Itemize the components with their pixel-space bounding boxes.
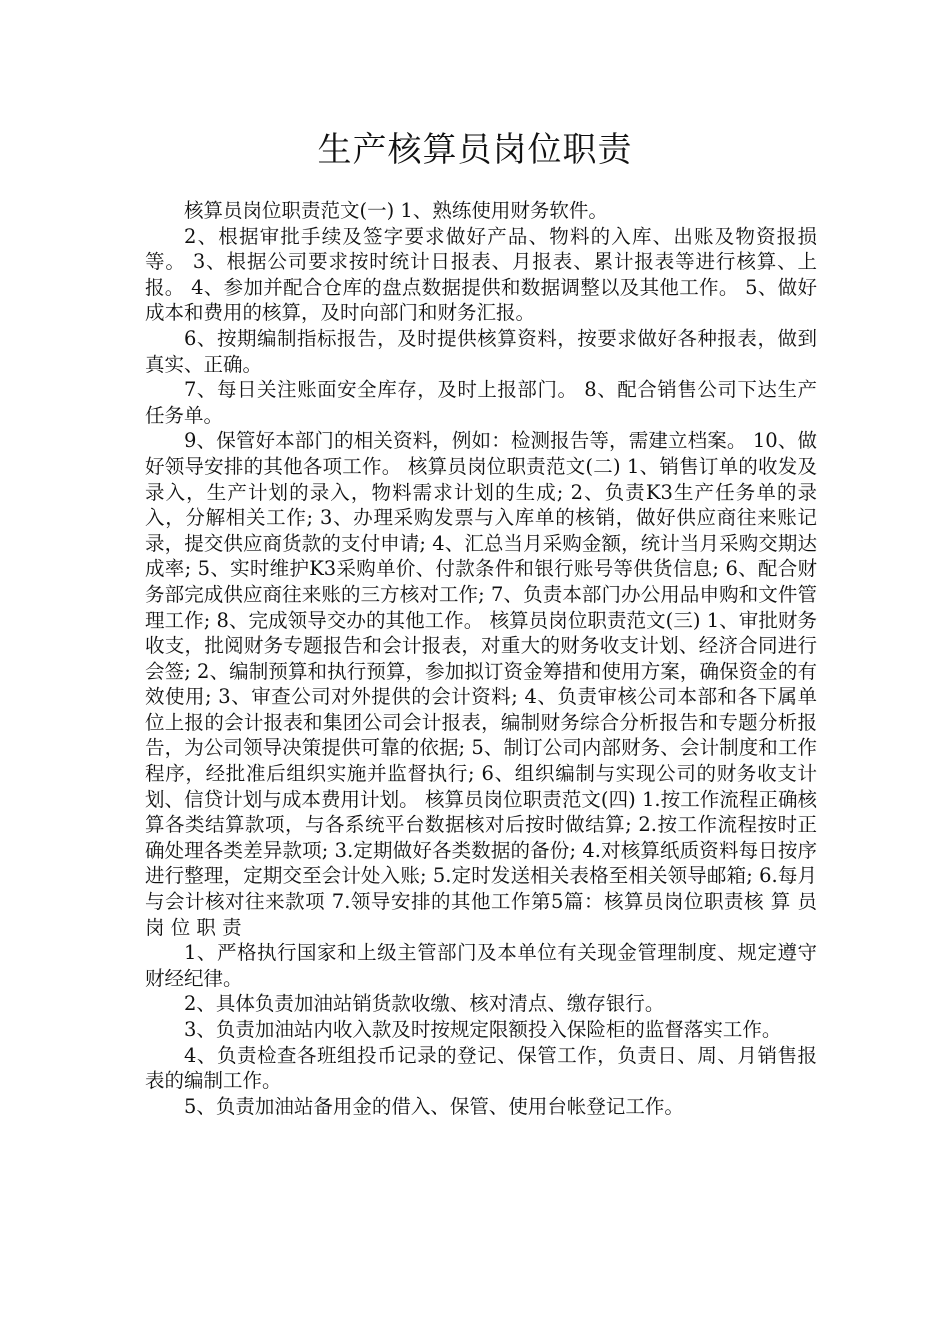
paragraph-2: 2、根据审批手续及签字要求做好产品、物料的入库、出账及物资报损等。 3、根据公司要求按时统计日报表、月报表、累计报表等进行核算、上报。 4、参加并配合仓库的盘点数据提供和数据调整以及其他工作。 5、做好成本和费用的核算，及时向部门和财务汇报。 [145, 224, 817, 325]
document-body [145, 198, 817, 1119]
paragraph-9: 4、负责检查各班组投币记录的登记、保管工作，负责日、周、月销售报表的编制工作。 [145, 1043, 817, 1093]
paragraph-3: 6、按期编制指标报告，及时提供核算资料，按要求做好各种报表，做到真实、正确。 [145, 326, 817, 376]
paragraph-6: 1、严格执行国家和上级主管部门及本单位有关现金管理制度、规定遵守财经纪律。 [145, 941, 817, 990]
paragraph-8: 3、负责加油站内收入款及时按规定限额投入保险柜的监督落实工作。 [184, 1018, 782, 1041]
paragraph-1: 核算员岗位职责范文(一) 1、熟练使用财务软件。 [184, 199, 608, 222]
document-title: 生产核算员岗位职责 [317, 130, 633, 170]
paragraph-10: 5、负责加油站备用金的借入、保管、使用台帐登记工作。 [184, 1094, 684, 1118]
paragraph-4: 7、每日关注账面安全库存，及时上报部门。 8、配合销售公司下达生产任务单。 [145, 378, 817, 427]
paragraph-7: 2、具体负责加油站销货款收缴、核对清点、缴存银行。 [184, 992, 665, 1016]
paragraph-5: 9、保管好本部门的相关资料，例如：检测报告等，需建立档案。 10、做好领导安排的其他各项工作。 核算员岗位职责范文(二) 1、销售订单的收发及录入，生产计划的录入，物料需求计划的生成; 2、负责K3生产任务单的录入，分解相关工作; 3、办理采购发票与入库单的核销，做好供应商往来账记录，提交供应商货款的支付申请; 4、汇总当月采购金额，统计当月采购交期达成率; 5、实时维护K3采购单价、付款条件和银行账号等供货信息; 6、配合财务部完成供应商往来账的三方核对工作; 7、负责本部门办公用品申购和文件管理工作; 8、完成领导交办的其他工作。 核算员岗位职责范文(三) 1、审批财务收支，批阅财务专题报告和会计报表，对重大的财务收支计划、经济合同进行会签; 2、编制预算和执行预算，参加拟订资金筹措和使用方案，确保资金的有效使用; 3、审查公司对外提供的会计资料; 4、负责审核公司本部和各下属单位上报的会计报表和集团公司会计报表，编制财务综合分析报告和专题分析报告，为公司领导决策提供可靠的依据; 5、制订公司内部财务、会计制度和工作程序，经批准后组织实施并监督执行; 6、组织编制与实现公司的财务收支计划、信贷计划与成本费用计划。 核算员岗位职责范文(四) 1.按工作流程正确核算各类结算款项，与各系统平台数据核对后按时做结算; 2.按工作流程按时正确处理各类差异款项; 3.定期做好各类数据的备份; 4.对核算纸质资料每日按序进行整理，定期交至会计处入账; 5.定时发送相关表格至相关领导邮箱; 6.每月与会计核对往来款项 7.领导安排的其他工作第5篇：核算员岗位职责核 算 员 岗 位 职 责 [145, 429, 817, 939]
